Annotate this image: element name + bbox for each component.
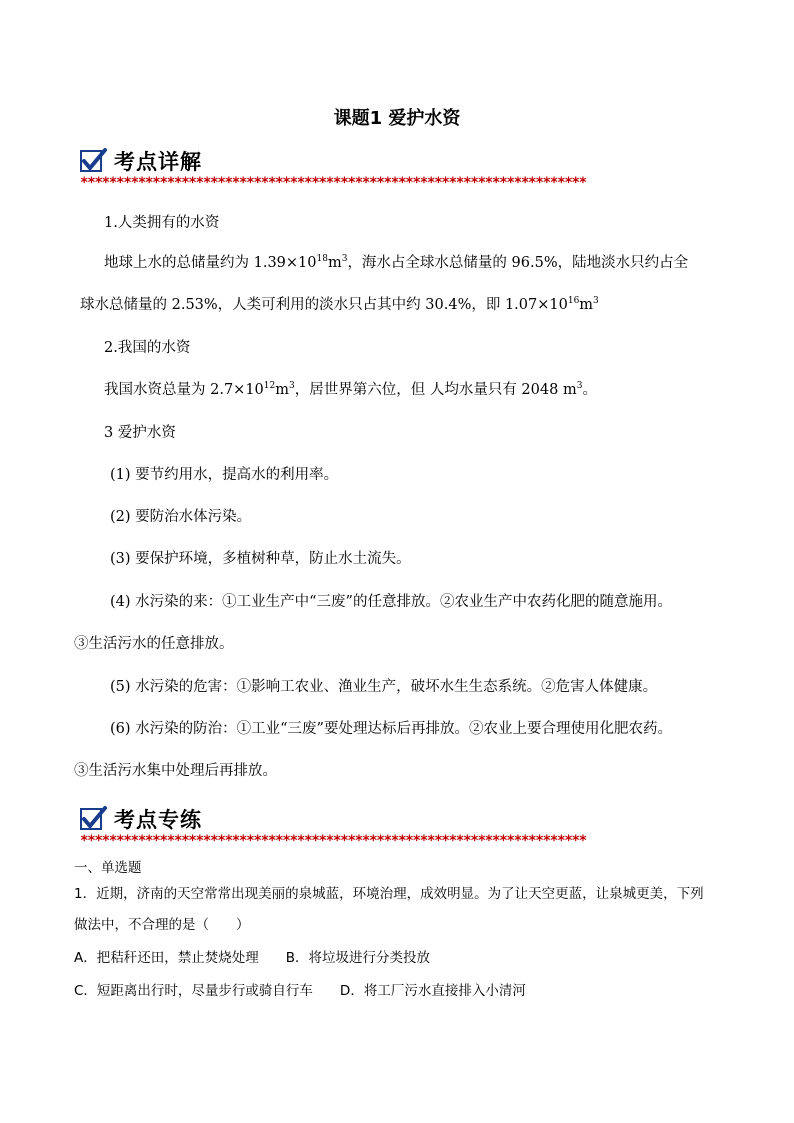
list-item: (2) 要防治水体污染。 xyxy=(110,509,252,525)
list-item: (1) 要节约用水，提高水的利用率。 xyxy=(110,467,339,483)
list-item: (4) 水污染的来：①工业生产中“三废”的任意排放。②农业生产中农药化肥的随意施用。 xyxy=(110,594,672,610)
subheading: 1.人类拥有的水资 xyxy=(104,215,220,231)
question-type: 一、单选题 xyxy=(74,860,142,876)
list-item-continuation: ③生活污水的任意排放。 xyxy=(74,636,234,652)
paragraph-line: 地球上水的总储量约为 $1.39\times 10^{18}m^3$，海水占全球水总储量的 96.5%，陆地淡水只约占全 xyxy=(104,254,689,271)
list-item: (5) 水污染的危害：①影响工农业、渔业生产，破坏水生生态系统。②危害人体健康。 xyxy=(110,679,658,695)
section-label: 考点专练 xyxy=(114,808,202,832)
section-header-practice xyxy=(80,804,202,834)
answer-options: C．短距离出行时，尽量步行或骑自行车 D．将工厂污水直接排入小清河 xyxy=(74,983,526,999)
checkbox-icon xyxy=(80,150,102,172)
paragraph-line: 球水总储量的 2.53%，人类可利用的淡水只占其中约 30.4%，即 $1.07\times 10^{16}m^3$ xyxy=(80,296,599,313)
section-header-details xyxy=(80,146,202,176)
subheading: 3 爱护水资 xyxy=(104,425,176,441)
subheading: 2.我国的水资 xyxy=(104,340,191,356)
page-title: 课题1 爱护水资 xyxy=(333,108,461,129)
list-item: (6) 水污染的防治：①工业“三废”要处理达标后再排放。②农业上要合理使用化肥农药。 xyxy=(110,721,672,737)
star-divider: ********************************************************************** xyxy=(80,834,587,848)
question-text: 做法中，不合理的是（ ） xyxy=(74,917,250,933)
checkbox-icon xyxy=(80,808,102,830)
paragraph-line: 我国水资总量为 $2.7\times 10^{12}m^3$，居世界第六位，但 人均水量只有 2048 $m^3$。 xyxy=(104,381,597,398)
section-label: 考点详解 xyxy=(114,150,202,174)
question-text: 1．近期，济南的天空常常出现美丽的泉城蓝，环境治理，成效明显。为了让天空更蓝，让泉城更美，下列 xyxy=(74,886,704,902)
star-divider: ********************************************************************** xyxy=(80,176,587,190)
answer-options: A．把秸秆还田，禁止焚烧处理 B．将垃圾进行分类投放 xyxy=(74,950,430,966)
list-item-continuation: ③生活污水集中处理后再排放。 xyxy=(74,763,277,779)
list-item: (3) 要保护环境，多植树种草，防止水土流失。 xyxy=(110,551,411,567)
